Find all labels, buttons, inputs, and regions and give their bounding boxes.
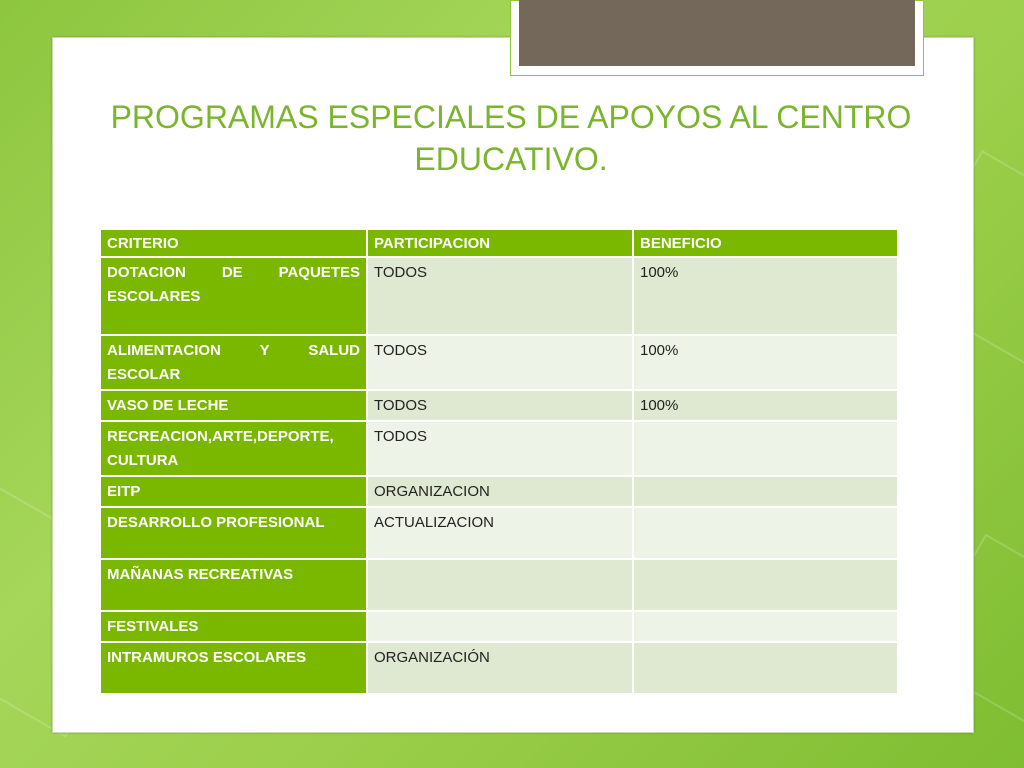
decorative-brown-box: [519, 0, 915, 66]
participacion-cell: TODOS: [368, 336, 634, 391]
beneficio-cell: [634, 560, 899, 612]
beneficio-cell: [634, 477, 899, 508]
table-row: [101, 422, 899, 477]
table-row: [101, 477, 899, 508]
programs-table: [101, 230, 899, 695]
beneficio-cell: 100%: [634, 258, 899, 336]
slide-title: PROGRAMAS ESPECIALES DE APOYOS AL CENTRO EDUCATIVO.: [110, 99, 912, 177]
criterio-cell: INTRAMUROS ESCOLARES: [101, 643, 368, 695]
criterio-cell: VASO DE LECHE: [101, 391, 368, 422]
beneficio-cell: [634, 643, 899, 695]
table-row: [101, 612, 899, 643]
header-beneficio: BENEFICIO: [634, 230, 899, 258]
beneficio-cell: 100%: [634, 336, 899, 391]
criterio-cell: DOTACION DE PAQUETES ESCOLARES: [101, 258, 368, 336]
participacion-cell: ACTUALIZACION: [368, 508, 634, 560]
table-row: [101, 258, 899, 336]
beneficio-cell: [634, 612, 899, 643]
table-row: [101, 560, 899, 612]
beneficio-cell: 100%: [634, 391, 899, 422]
participacion-cell: TODOS: [368, 258, 634, 336]
table-row: [101, 391, 899, 422]
criterio-cell: FESTIVALES: [101, 612, 368, 643]
criterio-cell: MAÑANAS RECREATIVAS: [101, 560, 368, 612]
header-criterio: CRITERIO: [101, 230, 368, 258]
participacion-cell: [368, 612, 634, 643]
table-row: [101, 508, 899, 560]
criterio-cell: EITP: [101, 477, 368, 508]
table-row: [101, 336, 899, 391]
beneficio-cell: [634, 508, 899, 560]
criterio-cell: DESARROLLO PROFESIONAL: [101, 508, 368, 560]
criterio-cell: ALIMENTACION Y SALUD ESCOLAR: [101, 336, 368, 391]
participacion-cell: ORGANIZACIÓN: [368, 643, 634, 695]
participacion-cell: [368, 560, 634, 612]
table-header-row: [101, 230, 899, 258]
criterio-cell: RECREACION,ARTE,DEPORTE, CULTURA: [101, 422, 368, 477]
beneficio-cell: [634, 422, 899, 477]
participacion-cell: TODOS: [368, 391, 634, 422]
participacion-cell: TODOS: [368, 422, 634, 477]
table-row: [101, 643, 899, 695]
header-participacion: PARTICIPACION: [368, 230, 634, 258]
participacion-cell: ORGANIZACION: [368, 477, 634, 508]
